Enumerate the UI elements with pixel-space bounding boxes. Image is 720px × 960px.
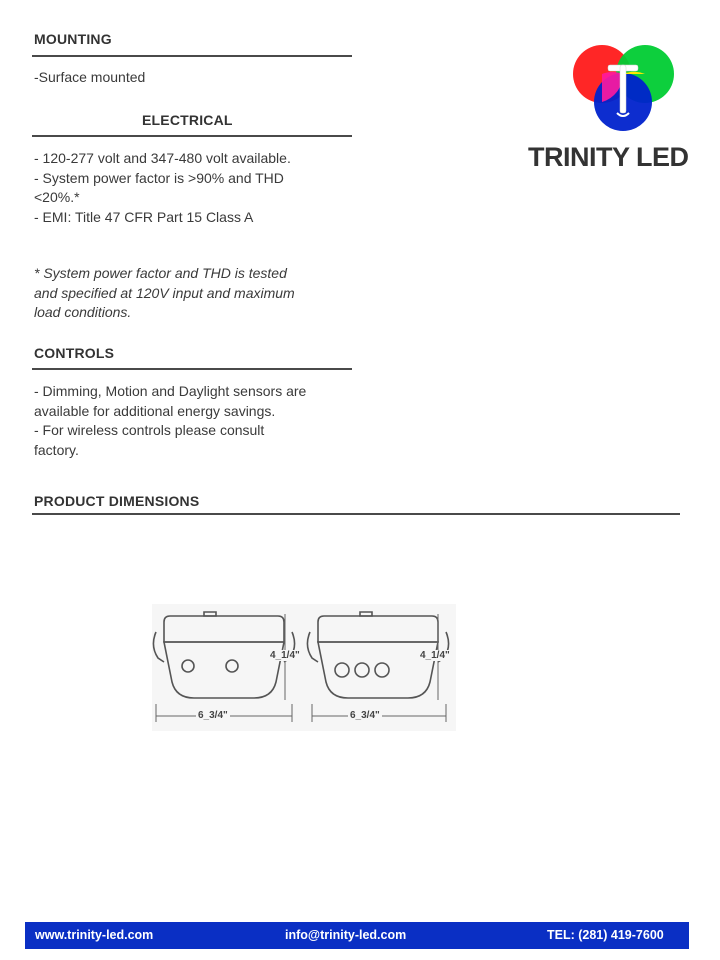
controls-divider (32, 368, 352, 370)
controls-line: - Dimming, Motion and Daylight sensors are (34, 383, 307, 399)
electrical-footnote (34, 264, 354, 323)
brand-name: TRINITY LED (528, 142, 689, 172)
right-width-label: 6_3/4" (350, 710, 380, 721)
right-height-label: 4_1/4" (420, 650, 450, 661)
controls-text (34, 382, 354, 460)
controls-heading: CONTROLS (34, 345, 115, 361)
mounting-divider (32, 55, 352, 57)
product-dimensions-drawing (152, 604, 456, 731)
left-width-label: 6_3/4" (198, 710, 228, 721)
mounting-text: -Surface mounted (34, 69, 146, 85)
electrical-specs (34, 149, 354, 227)
footnote-line: and specified at 120V input and maximum (34, 284, 295, 301)
left-height-label: 4_1/4" (270, 650, 300, 661)
dimensions-heading: PRODUCT DIMENSIONS (34, 493, 200, 509)
trinity-led-logo (524, 42, 720, 177)
controls-line: factory. (34, 441, 79, 458)
electrical-line: - EMI: Title 47 CFR Part 15 Class A (34, 208, 254, 225)
electrical-line: - 120-277 volt and 347-480 volt available. (34, 150, 291, 166)
phone-number: TEL: (281) 419-7600 (547, 928, 664, 942)
footnote-line: * System power factor and THD is tested (34, 265, 287, 281)
controls-line: - For wireless controls please consult (34, 422, 265, 438)
mounting-heading: MOUNTING (34, 31, 112, 47)
electrical-divider (32, 135, 352, 137)
rgb-circles-icon (524, 42, 720, 142)
monogram-stem (620, 65, 626, 113)
contact-footer (25, 922, 689, 949)
electrical-line: - System power factor is >90% and THD (34, 169, 284, 186)
dimensions-divider (32, 513, 680, 515)
footnote-line: load conditions. (34, 304, 132, 320)
controls-line: available for additional energy savings. (34, 402, 276, 419)
email-link[interactable]: info@trinity-led.com (285, 928, 407, 942)
electrical-line: <20%.* (34, 189, 80, 205)
website-link[interactable]: www.trinity-led.com (35, 928, 154, 942)
electrical-heading: ELECTRICAL (142, 112, 233, 128)
